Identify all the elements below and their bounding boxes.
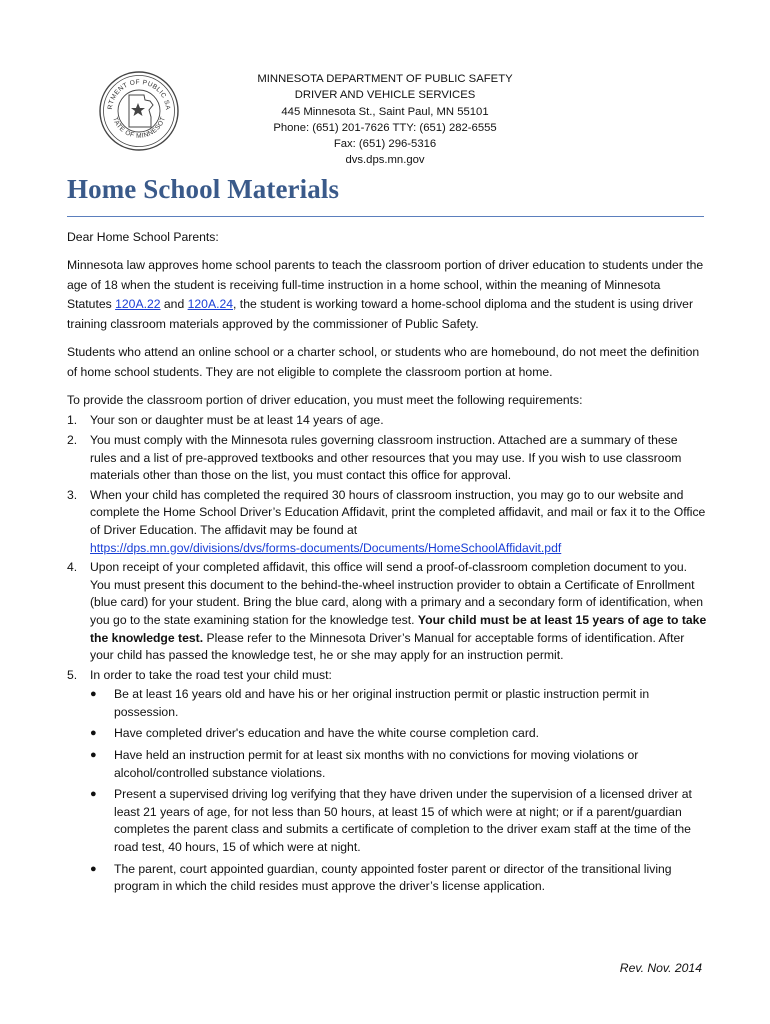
letter-body xyxy=(67,228,707,900)
requirement-text: When your child has completed the required 30 hours of classroom instruction, you may go to our website and complete the Home School Driver’s Education Affidavit, print the completed affidavit, and mail or fax it to the Office of Driver Education. The affidavit may be found at xyxy=(90,487,706,537)
road-test-item xyxy=(90,861,707,896)
agency-phone: Phone: (651) 201-7626 TTY: (651) 282-6555 xyxy=(273,121,497,134)
agency-website: dvs.dps.mn.gov xyxy=(345,154,425,167)
requirement-item xyxy=(67,432,707,485)
requirement-item xyxy=(67,412,707,430)
bullet-icon: ● xyxy=(90,862,97,875)
road-test-text: Present a supervised driving log verifying that they have driven under the supervision of a licensed driver at least 21 years of age, for not less than 50 hours, at least 15 of which were at night; or if a parent/guardian completes the parent class and submits a certificate of completion to the driver exam staff at the time of the road test, 40 hours, 15 of which were at night. xyxy=(114,787,692,855)
paragraph-requirements-intro: To provide the classroom portion of driver education, you must meet the following requirements: xyxy=(67,392,583,407)
requirement-number: 5. xyxy=(67,667,78,682)
paragraph-law-text-a: Minnesota law approves home school parents to teach the classroom portion of driver education to students under the age of 18 when the student is receiving full-time instruction in a home school, within the meaning of Minnesota Statutes xyxy=(67,257,704,312)
requirement-item xyxy=(67,667,707,896)
requirement-number: 4. xyxy=(67,560,78,575)
statute-120a22-link[interactable]: 120A.22 xyxy=(115,297,161,312)
road-test-text: The parent, court appointed guardian, county appointed foster parent or director of the transitional living program in which the child resides must approve the driver’s license application. xyxy=(114,861,672,894)
requirement-emphasis: Your child must be at least 15 years of age to take the knowledge test. xyxy=(90,612,707,645)
requirement-text: Your son or daughter must be at least 14 years of age. xyxy=(90,413,384,428)
bullet-icon: ● xyxy=(90,688,97,701)
road-test-text: Have held an instruction permit for at least six months with no convictions for moving violations or alcohol/controlled substance violations. xyxy=(114,748,639,780)
agency-fax: Fax: (651) 296-5316 xyxy=(333,138,437,151)
greeting: Dear Home School Parents: xyxy=(67,230,219,244)
road-test-item xyxy=(90,786,707,856)
paragraph-law xyxy=(67,256,707,335)
road-test-item xyxy=(90,725,707,743)
division-name: DRIVER AND VEHICLE SERVICES xyxy=(294,89,476,102)
requirement-item xyxy=(67,559,707,665)
road-test-text: Be at least 16 years old and have his or her original instruction permit or plastic instruction permit in possession. xyxy=(114,687,650,719)
revision-date: Rev. Nov. 2014 xyxy=(619,961,702,975)
road-test-list xyxy=(90,686,707,896)
bullet-icon: ● xyxy=(90,749,97,762)
requirement-text-a: Upon receipt of your completed affidavit, this office will send a proof-of-classroom completion document to you. You must present this document to the behind-the-wheel instruction provider to obtain a Certificate of Enrollment (blue card) for your student. Bring the blue card, along with a primary and a secondary form of identification, when you go to the state examining station for the knowledge test. xyxy=(90,560,704,627)
statute-120a24-link[interactable]: 120A.24 xyxy=(187,297,234,312)
requirement-item xyxy=(67,487,707,557)
bullet-icon: ● xyxy=(90,727,97,740)
requirement-number: 3. xyxy=(67,487,78,502)
paragraph-eligibility: Students who attend an online school or a charter school, or students who are homebound, do not meet the definition of home school students. They are not eligible to complete the classroom portion at home. xyxy=(67,344,700,379)
paragraph-law-text-b: and xyxy=(160,297,188,312)
seal-bottom-text: TATE OF MINNESOT xyxy=(111,116,167,140)
title-divider xyxy=(67,216,704,217)
requirement-text-b: Please refer to the Minnesota Driver’s Manual for acceptable forms of identification. After your child has passed the knowledge test, he or she may apply for an instruction permit. xyxy=(90,630,685,663)
agency-address: 445 Minnesota St., Saint Paul, MN 55101 xyxy=(281,105,489,118)
paragraph-law-text-c: , the student is working toward a home-school diploma and the student is using driver training classroom materials approved by the commissioner of Public Safety. xyxy=(67,297,694,332)
bullet-icon: ● xyxy=(90,788,97,801)
requirement-text: In order to take the road test your child must: xyxy=(90,667,332,682)
requirements-list xyxy=(67,412,707,895)
agency-name: MINNESOTA DEPARTMENT OF PUBLIC SAFETY xyxy=(257,73,513,85)
requirement-number: 2. xyxy=(67,432,78,447)
seal-top-text: RTMENT OF PUBLIC SA xyxy=(106,78,172,111)
page-title: Home School Materials xyxy=(67,174,340,204)
road-test-item xyxy=(90,686,707,721)
road-test-text: Have completed driver's education and have the white course completion card. xyxy=(114,726,540,741)
requirement-text: You must comply with the Minnesota rules governing classroom instruction. Attached are a summary of these rules and a list of pre-approved textbooks and other resources that you may use. If you wish to use classroom materials other than those on the list, you must contact this office for approval. xyxy=(90,432,682,483)
requirement-number: 1. xyxy=(67,413,78,428)
agency-header xyxy=(160,71,610,169)
road-test-item xyxy=(90,747,707,782)
affidavit-link[interactable]: https://dps.mn.gov/divisions/dvs/forms-documents/Documents/HomeSchoolAffidavit.pdf xyxy=(90,540,562,555)
